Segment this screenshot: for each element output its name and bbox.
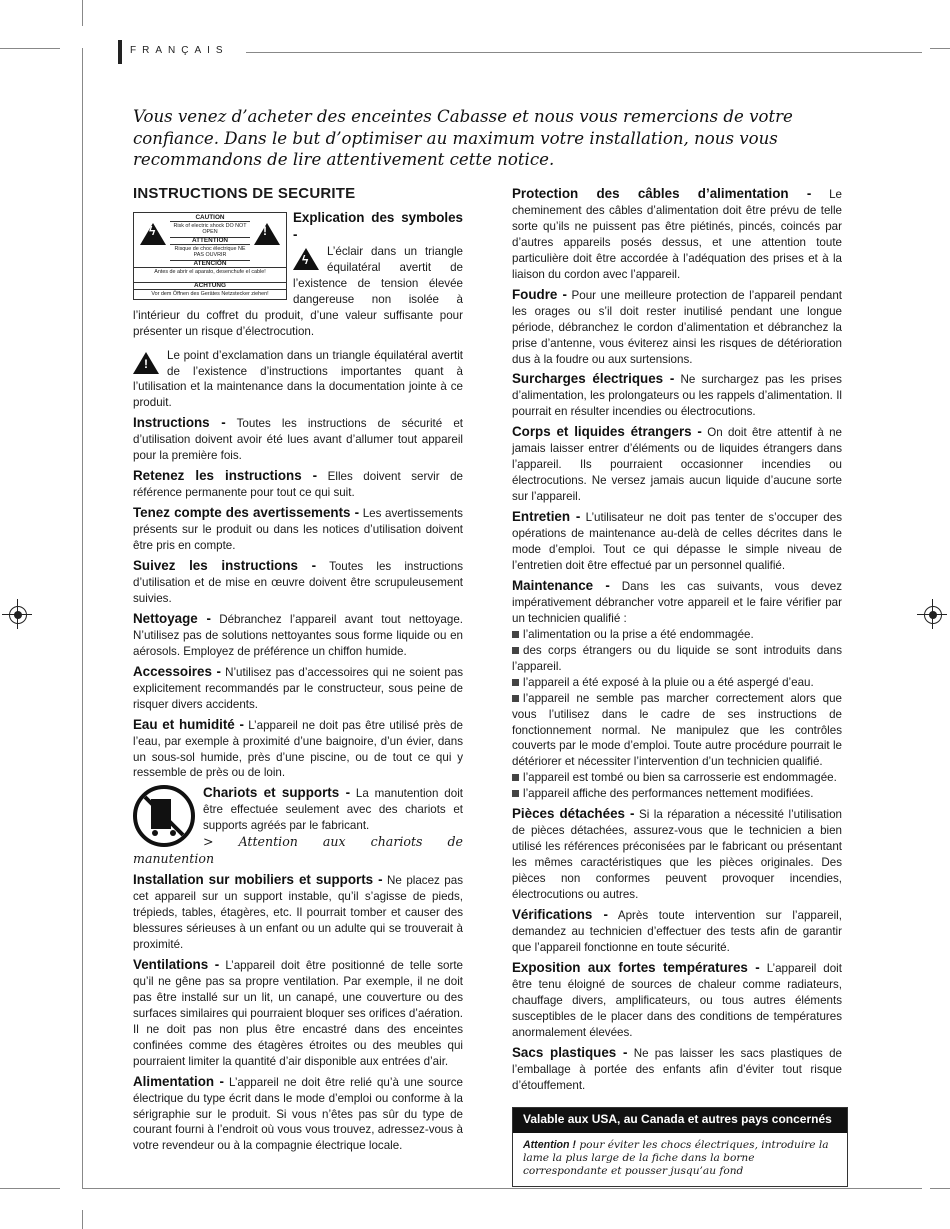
notice-box	[512, 1107, 848, 1187]
section-text: Si la réparation a nécessité l’utilisation de pièces détachées, assurez-vous que le technicien a bien utilisé les références préconisées par le fabricant ou présentant les mêmes caractéristiques que les pièces originales. Des pièces non conformes peuvent provoquer incendies, électrocutions ou autres.	[512, 808, 842, 902]
section	[133, 664, 463, 713]
section-title: Foudre -	[512, 286, 567, 302]
header-rule	[246, 52, 922, 53]
section-heading: INSTRUCTIONS DE SECURITE	[133, 185, 356, 202]
label-achtung-text: Vor dem Öffnen des Gerätes Netzstecker ziehen!	[151, 290, 269, 297]
section	[512, 960, 842, 1041]
section-title: Nettoyage -	[133, 610, 211, 626]
section	[133, 717, 463, 782]
warning-label	[133, 212, 287, 300]
section	[133, 505, 463, 554]
section-title: Protection des câbles d’alimentation -	[512, 186, 812, 201]
section	[512, 1045, 842, 1094]
list-item-text: l’appareil est tombé ou bien sa carrosserie est endommagée.	[523, 771, 837, 785]
list-item-text: l’appareil a été exposé à la pluie ou a été aspergé d’eau.	[523, 675, 814, 689]
crop-mark	[930, 48, 950, 49]
section-text: L’appareil ne doit être relié qu’à une source électrique du type écrit dans le mode d’emploi ou conforme à la sérigraphie sur le produit. Si vous n’êtes pas sûr du type de courant fourni à l’endroit où vous vous trouvez, adressez-vous à votre revendeur ou à la compagnie électrique locale.	[133, 1075, 463, 1153]
section-title: Maintenance -	[512, 577, 610, 593]
section-title: Exposition aux fortes températures -	[512, 959, 760, 975]
section-text: L’appareil doit être tenu éloigné de sources de chaleur comme radiateurs, chauffage divers, amplificateurs, ou tous autres éléments susceptibles de le placer dans des conditions de températures anormalement élevées.	[512, 961, 842, 1039]
page-header	[118, 44, 922, 64]
header-bar	[118, 40, 122, 64]
list-item	[512, 675, 842, 691]
section-text: L’utilisateur ne doit pas tenter de s’occuper des opérations de maintenance au-delà de celles décrites dans le mode d’emploi. Tout ce qui dépasse le simple niveau de l’entretien doit être effectué par un personnel qualifié.	[512, 511, 842, 572]
section-title: Corps et liquides étrangers -	[512, 424, 702, 440]
section-title: Eau et humidité -	[133, 716, 244, 732]
bullet-square-icon	[512, 631, 519, 638]
list-item	[512, 691, 842, 771]
section-text: Débranchez l’appareil avant tout nettoyage. N’utilisez pas de solutions nettoyantes sous forme liquide ou en aérosols. Employez de préférence un chiffon humide.	[133, 612, 463, 658]
section-title: Alimentation -	[133, 1073, 225, 1089]
section-text: Ne surchargez pas les prises d’alimentation, les prolongateurs ou les rappels d’alimentation. Il pourrait en résulter incendies ou électrocutions.	[512, 373, 842, 419]
section	[512, 806, 842, 903]
symbols-title: Explication des symboles -	[293, 209, 463, 242]
label-atencion: ATENCIÓN	[134, 261, 286, 269]
section	[133, 1074, 463, 1155]
section-text: Ne placez pas cet appareil sur un support instable, qu’il s’agisse de pieds, trépieds, tables, étagères, etc. Il pourrait tomber et causer des blessures sérieuses à un enfant ou un adulte qui se trouverait à proximité.	[133, 874, 463, 951]
list-item-text: des corps étrangers ou du liquide se sont introduits dans l’appareil.	[512, 643, 842, 673]
section	[512, 371, 842, 420]
bullet-square-icon	[512, 774, 519, 781]
cart-warning-icon	[133, 785, 195, 847]
exclamation-triangle-icon: !	[254, 223, 280, 245]
crop-mark	[0, 1188, 60, 1189]
exclamation-triangle-icon: !	[133, 352, 159, 374]
bullet-square-icon	[512, 695, 519, 702]
section	[512, 509, 842, 574]
section-text: Après toute intervention sur l’appareil, demandez au technicien d’effectuer des tests afin de garantir que l’appareil fonctionne en toute sécurité.	[512, 908, 842, 954]
registration-mark-icon	[924, 606, 942, 624]
section	[133, 957, 463, 1070]
section-text: On doit être attentif à ne jamais laisser entrer d’éléments ou de liquides étrangers dans l’appareil. Ils pourraient occasionner incendies ou électrocutions. Ne versez jamais aucun liquide d’aucune sorte sur l’appareil.	[512, 426, 842, 504]
section	[133, 468, 463, 501]
bullet-square-icon	[512, 790, 519, 797]
section-title: Entretien -	[512, 509, 581, 525]
section-title: Retenez les instructions -	[133, 468, 318, 484]
label-achtung: ACHTUNG	[134, 283, 286, 291]
notice-lead: Attention !	[523, 1139, 576, 1152]
section-title: Instructions -	[133, 415, 226, 431]
notice-text: pour éviter les chocs électriques, introduire la lame la plus large de la fiche dans la borne correspondante et pousser jusqu’au fond	[523, 1139, 829, 1178]
section	[512, 907, 842, 956]
notice-head: Valable aux USA, au Canada et autres pays concernés	[513, 1108, 847, 1133]
crop-mark	[82, 0, 83, 26]
bullet-square-icon	[512, 679, 519, 686]
exclamation-text: Le point d’exclamation dans un triangle équilatéral avertit de l’existence d’instructions importantes quant à l’utilisation et la maintenance dans la documentation jointe à ce produit.	[133, 348, 463, 410]
section	[512, 186, 842, 283]
label-atencion-text: Antes de abrir el aparato, desenchufe el cable!	[134, 269, 286, 283]
crop-mark	[0, 48, 60, 49]
section-text: L’appareil ne doit pas être utilisé près de l’eau, par exemple à proximité d’une baignoire, d’un évier, dans un sous-sol humide, près d’une piscine, ou de tout ce qui y ressemble de près ou de loin.	[133, 718, 463, 780]
list-item	[512, 786, 842, 802]
list-item	[512, 627, 842, 643]
section	[512, 287, 842, 368]
chariots-title: Chariots et supports -	[203, 785, 351, 801]
section-text: Les avertissements présents sur le produit ou dans les notices d’utilisation doivent être pris en compte.	[133, 507, 463, 553]
section-text: Elles doivent servir de référence permanente pour tout ce qui suit.	[133, 470, 463, 500]
language-label: FRANÇAIS	[130, 45, 229, 56]
chariots-block	[133, 785, 463, 868]
section	[133, 611, 463, 660]
right-column	[512, 186, 842, 1187]
symbols-text: L’éclair dans un triangle équilatéral avertit de l’existence de tension élevée dangereuse non isolée à l’intérieur du coffret du produit, d’une valeur suffisante pour présenter un risque d’électrocution.	[133, 244, 463, 338]
section-title: Vérifications -	[512, 906, 608, 922]
section-text: N’utilisez pas d’accessoires qui ne soient pas explicitement recommandés par le constructeur, sous peine de risquer divers accidents.	[133, 665, 464, 711]
list-item	[512, 643, 842, 675]
list-item-text: l’appareil affiche des performances nettement modifiées.	[523, 787, 814, 801]
left-column	[133, 186, 463, 1158]
section-title: Accessoires -	[133, 663, 221, 679]
chariots-note: > Attention aux chariots de manutention	[133, 834, 463, 867]
lightning-triangle-icon: ϟ	[293, 248, 319, 270]
notice-body	[513, 1133, 847, 1186]
label-attention: ATTENTION	[170, 238, 250, 246]
section	[133, 872, 463, 953]
section	[133, 558, 463, 607]
symbols-block	[133, 210, 463, 344]
list-item-text: l’appareil ne semble pas marcher correctement alors que vous l’utilisez dans le cadre de ses instructions de fonctionnement normal. Ne manipulez que les contrôles couverts par le mode d’emploi. Toute autre procédure pourrait le détériorer et nécessiter l’intervention d’un technicien qualifié.	[512, 691, 842, 769]
section-text: Toutes les instructions de sécurité et d’utilisation doivent avoir été lues avant d’allumer tout appareil pour la première fois.	[133, 417, 464, 463]
section-text: Dans les cas suivants, vous devez impérativement débrancher votre appareil et le faire vérifier par un technicien qualifié :	[512, 579, 842, 625]
list-item	[512, 770, 842, 786]
section-text: Le cheminement des câbles d’alimentation doit être prévu de telle sorte qu’ils ne puissent pas être piétinés, pincés, coincés par d’autres appareils posés dessus, et une attention toute particulière doit être accordée à l’adéquation des prises et à la liaison du cordon avec l’appareil.	[512, 188, 842, 281]
chariots-text: La manutention doit être effectuée seulement avec des chariots et supports agréés par le fabricant.	[203, 787, 463, 833]
section-text: Pour une meilleure protection de l’appareil pendant les orages ou s’il doit rester inutilisé pendant une longue période, débranchez le cordon d’alimentation et débranchez la prise d’antenne, vous éviterez ainsi les risques de détérioration dus à la foudre ou aux surtensions.	[512, 288, 842, 366]
page-border-left	[82, 48, 83, 1188]
list-item-text: l’alimentation ou la prise a été endommagée.	[523, 627, 754, 641]
page-border-bottom	[82, 1188, 922, 1189]
section-text: Ne pas laisser les sacs plastiques de l’emballage à portée des enfants afin d’éviter tout risque d’étouffement.	[512, 1046, 842, 1092]
registration-mark-icon	[9, 606, 27, 624]
label-caution-text: Risk of electric shock DO NOT OPEN	[170, 223, 250, 238]
crop-mark	[930, 1188, 950, 1189]
section-title: Suivez les instructions -	[133, 558, 317, 574]
section-title: Sacs plastiques -	[512, 1044, 628, 1060]
section	[512, 424, 842, 505]
section-title: Pièces détachées -	[512, 806, 635, 822]
label-attention-text: Risque de choc électrique NE PAS OUVRIR	[170, 246, 250, 261]
section-title: Surcharges électriques -	[512, 371, 675, 387]
intro-text: Vous venez d’acheter des enceintes Cabasse et nous vous remercions de votre confiance. Dans le but d’optimiser au maximum votre installation, nous vous recommandons de lire attentivement cette notice.	[133, 107, 793, 169]
label-caution: CAUTION	[170, 215, 250, 223]
section-text: L’appareil doit être positionné de telle sorte qu’il ne gêne pas sa propre ventilation. Par exemple, il ne doit pas être installé sur un lit, un canapé, une couverture ou des surfaces similaires qui pourraient bloquer ses orifices d’aération. Il ne doit pas non plus être encastré dans des enceintes confinées comme des étagères étroites ou des meubles qui pourraient limiter la quantité d’air disponible aux entrées d’air.	[133, 958, 463, 1068]
section-title: Ventilations -	[133, 956, 220, 972]
lightning-triangle-icon: ϟ	[140, 223, 166, 245]
crop-mark	[82, 1210, 83, 1229]
section-title: Tenez compte des avertissements -	[133, 505, 360, 521]
section	[133, 415, 463, 464]
section-text: Toutes les instructions d’utilisation et de mise en œuvre doivent être scrupuleusement suivies.	[133, 560, 463, 605]
section-title: Installation sur mobiliers et supports -	[133, 872, 383, 888]
maintenance-section	[512, 578, 842, 627]
bullet-square-icon	[512, 647, 519, 654]
